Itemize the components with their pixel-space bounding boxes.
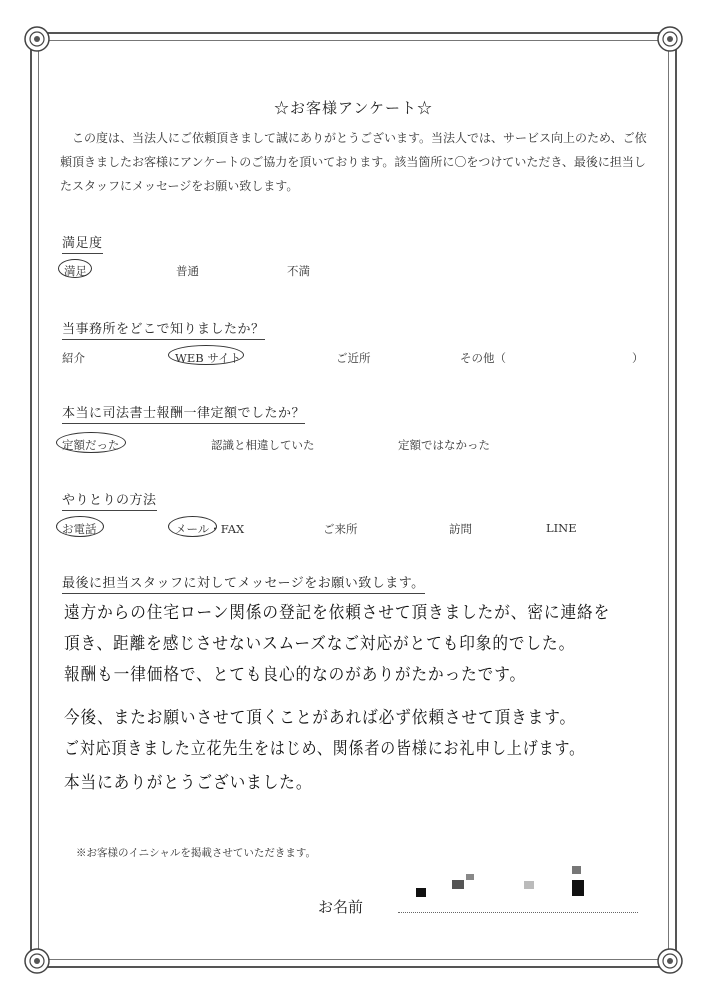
q4-option-visit-office[interactable]: ご来所: [323, 522, 358, 536]
q3-option-not-fixed[interactable]: 定額ではなかった: [398, 438, 490, 452]
redaction-block: [572, 866, 581, 874]
survey-title: ☆お客様アンケート☆: [273, 99, 434, 117]
q3-heading: 本当に司法書士報酬一律定額でしたか？: [62, 402, 305, 424]
corner-ornament-icon: [655, 24, 685, 54]
corner-ornament-icon: [22, 24, 52, 54]
initials-note: ※お客様のイニシャルを掲載させていただきます。: [76, 847, 317, 859]
selection-circle: [58, 259, 92, 278]
name-label: お名前: [318, 898, 364, 916]
q4-heading: やりとりの方法: [62, 489, 157, 511]
q2-option-referral[interactable]: 紹介: [62, 351, 85, 365]
q1-heading: 満足度: [62, 232, 103, 254]
q1-option-dissatisfied[interactable]: 不満: [287, 264, 310, 278]
q2-option-neighborhood[interactable]: ご近所: [336, 351, 371, 365]
q1-option-normal[interactable]: 普通: [176, 264, 199, 278]
message-line: 頂き、距離を感じさせないスムーズなご対応がとても印象的でした。: [64, 634, 576, 654]
q4-option-home-visit[interactable]: 訪問: [449, 522, 472, 536]
redaction-block: [466, 874, 474, 880]
q2-option-website[interactable]: WEB サイト: [175, 351, 242, 365]
redaction-block: [416, 888, 426, 897]
intro-text: この度は、当法人にご依頼頂きまして誠にありがとうございます。当法人では、サービス向上のため、ご依頼頂きましたお客様にアンケートのご協力を頂いております。該当箇所に〇をつけていただき、最後に担当したスタッフにメッセージをお願い致します。: [60, 131, 647, 193]
redaction-block: [572, 880, 584, 896]
message-line: 遠方からの住宅ローン関係の登記を依頼させて頂きましたが、密に連絡を: [64, 603, 611, 623]
selection-circle: [168, 516, 217, 537]
corner-ornament-icon: [22, 946, 52, 976]
selection-circle: [168, 345, 244, 365]
q1-option-satisfied[interactable]: 満足: [64, 264, 87, 278]
q2-heading: 当事務所をどこで知りましたか？: [62, 318, 265, 340]
name-underline: [398, 912, 638, 913]
message-heading: 最後に担当スタッフに対してメッセージをお願い致します。: [62, 572, 425, 594]
redaction-block: [452, 880, 464, 889]
message-line: 今後、またお願いさせて頂くことがあれば必ず依頼させて頂きます。: [64, 708, 577, 728]
q4-option-phone[interactable]: お電話: [62, 522, 97, 536]
q3-option-fixed[interactable]: 定額だった: [62, 438, 120, 452]
redaction-block: [524, 881, 534, 889]
selection-circle: [56, 432, 126, 453]
q4-option-line[interactable]: LINE: [546, 521, 577, 535]
message-line: 報酬も一律価格で、とても良心的なのがありがたかったです。: [64, 665, 527, 685]
message-line: 本当にありがとうございました。: [64, 773, 313, 793]
q2-option-other-close: ）: [632, 351, 644, 365]
message-line: ご対応頂きました立花先生をはじめ、関係者の皆様にお礼申し上げます。: [64, 739, 585, 759]
selection-circle: [56, 516, 104, 537]
q3-option-different[interactable]: 認識と相違していた: [211, 438, 315, 452]
q2-option-other[interactable]: その他（: [460, 351, 506, 365]
q4-option-mail-fax[interactable]: メール・FAX: [175, 522, 245, 536]
corner-ornament-icon: [655, 946, 685, 976]
